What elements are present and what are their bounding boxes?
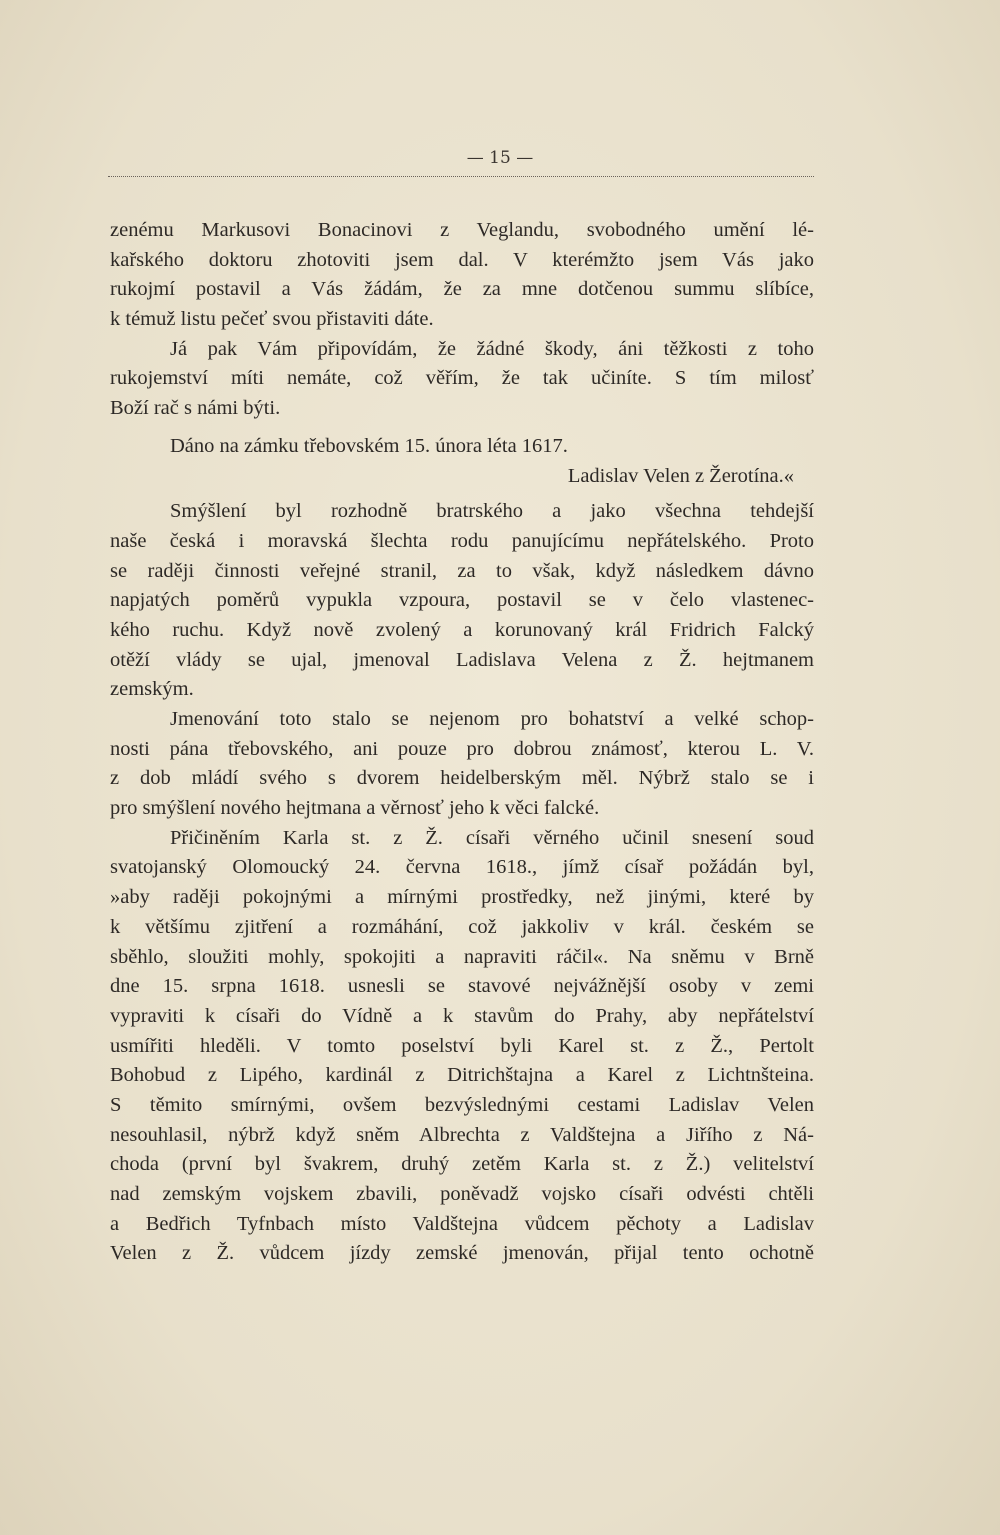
date-line: Dáno na zámku třebovském 15. února léta 1617. bbox=[170, 434, 568, 457]
text-line: nosti pána třebovského, ani pouze pro dobrou známosť, kterou L. V. bbox=[110, 737, 814, 760]
text-line: svatojanský Olomoucký 24. června 1618., jímž císař požádán byl, bbox=[110, 856, 814, 879]
signature-line: Ladislav Velen z Žerotína.« bbox=[567, 464, 794, 487]
text-line: kého ruchu. Když nově zvolený a korunovaný král Fridrich Falcký bbox=[110, 618, 814, 641]
text-line: Přičiněním Karla st. z Ž. císaři věrného učinil snesení soud bbox=[170, 826, 814, 849]
text-line: S těmito smírnými, ovšem bezvýslednými cestami Ladislav Velen bbox=[110, 1093, 814, 1116]
text-line: otěží vlády se ujal, jmenoval Ladislava Velena z Ž. hejtmanem bbox=[110, 648, 814, 671]
text-line: Já pak Vám připovídám, že žádné škody, áni těžkosti z toho bbox=[170, 337, 814, 360]
text-line: kařského doktoru zhotoviti jsem dal. V kterémžto jsem Vás jako bbox=[110, 248, 814, 271]
text-line: z dob mládí svého s dvorem heidelberským měl. Nýbrž stalo se i bbox=[110, 767, 814, 790]
text-line: se raději činnosti veřejné stranil, za to však, když následkem dávno bbox=[110, 559, 814, 582]
text-line: usmířiti hleděli. V tomto poselství byli Karel st. z Ž., Pertolt bbox=[110, 1034, 814, 1057]
text-line: Bohobud z Lipého, kardinál z Ditrichštajna a Karel z Lichtnšteina. bbox=[110, 1064, 814, 1087]
text-line: rukojemství míti nemáte, což věřím, že tak učiníte. S tím milosť bbox=[110, 367, 814, 390]
text-line: k většímu zjitření a rozmáhání, což jakkoliv v král. českém se bbox=[110, 915, 814, 938]
text-line: Jmenování toto stalo se nejenom pro bohatství a velké schop- bbox=[170, 708, 814, 730]
text-line: zemským. bbox=[110, 678, 194, 701]
text-line: rukojmí postavil a Vás žádám, že za mne dotčenou summu slíbíce, bbox=[110, 278, 814, 301]
header-rule bbox=[108, 176, 814, 177]
text-line: nesouhlasil, nýbrž když sněm Albrechta z Valdštejna a Jiřího z Ná- bbox=[110, 1123, 814, 1146]
text-line: zenému Markusovi Bonacinovi z Veglandu, svobodného umění lé- bbox=[110, 219, 814, 241]
text-line: Smýšlení byl rozhodně bratrského a jako všechna tehdejší bbox=[170, 500, 814, 523]
text-line: napjatých poměrů vypukla vzpoura, postavil se v čelo vlastenec- bbox=[110, 589, 814, 612]
text-line: k témuž listu pečeť svou přistaviti dáte. bbox=[110, 308, 434, 331]
text-line: choda (první byl švakrem, druhý zetěm Karla st. z Ž.) velitelství bbox=[110, 1153, 814, 1176]
text-line: dne 15. srpna 1618. usnesli se stavové nejvážnější osoby v zemi bbox=[110, 975, 814, 998]
text-line: pro smýšlení nového hejtmana a věrnosť jeho k věci falcké. bbox=[110, 797, 600, 820]
text-line: Boží rač s námi býti. bbox=[110, 397, 281, 420]
text-line: naše česká i moravská šlechta rodu panujícímu nepřátelského. Proto bbox=[110, 529, 814, 552]
body-text bbox=[110, 216, 814, 1269]
text-line: »aby raději pokojnými a mírnými prostředky, než jinými, které by bbox=[110, 886, 814, 909]
page-number: — 15 — bbox=[466, 148, 534, 168]
text-line: sběhlo, sloužiti mohly, spokojiti a napraviti ráčil«. Na sněmu v Brně bbox=[110, 945, 814, 968]
text-line: nad zemským vojskem zbavili, poněvadž vojsko císaři odvésti chtěli bbox=[110, 1183, 814, 1205]
text-line: vypraviti k císaři do Vídně a k stavům do Prahy, aby nepřátelství bbox=[110, 1004, 814, 1027]
text-line: Velen z Ž. vůdcem jízdy zemské jmenován, přijal tento ochotně bbox=[110, 1242, 814, 1265]
text-line: a Bedřich Tyfnbach místo Valdštejna vůdcem pěchoty a Ladislav bbox=[110, 1212, 814, 1235]
